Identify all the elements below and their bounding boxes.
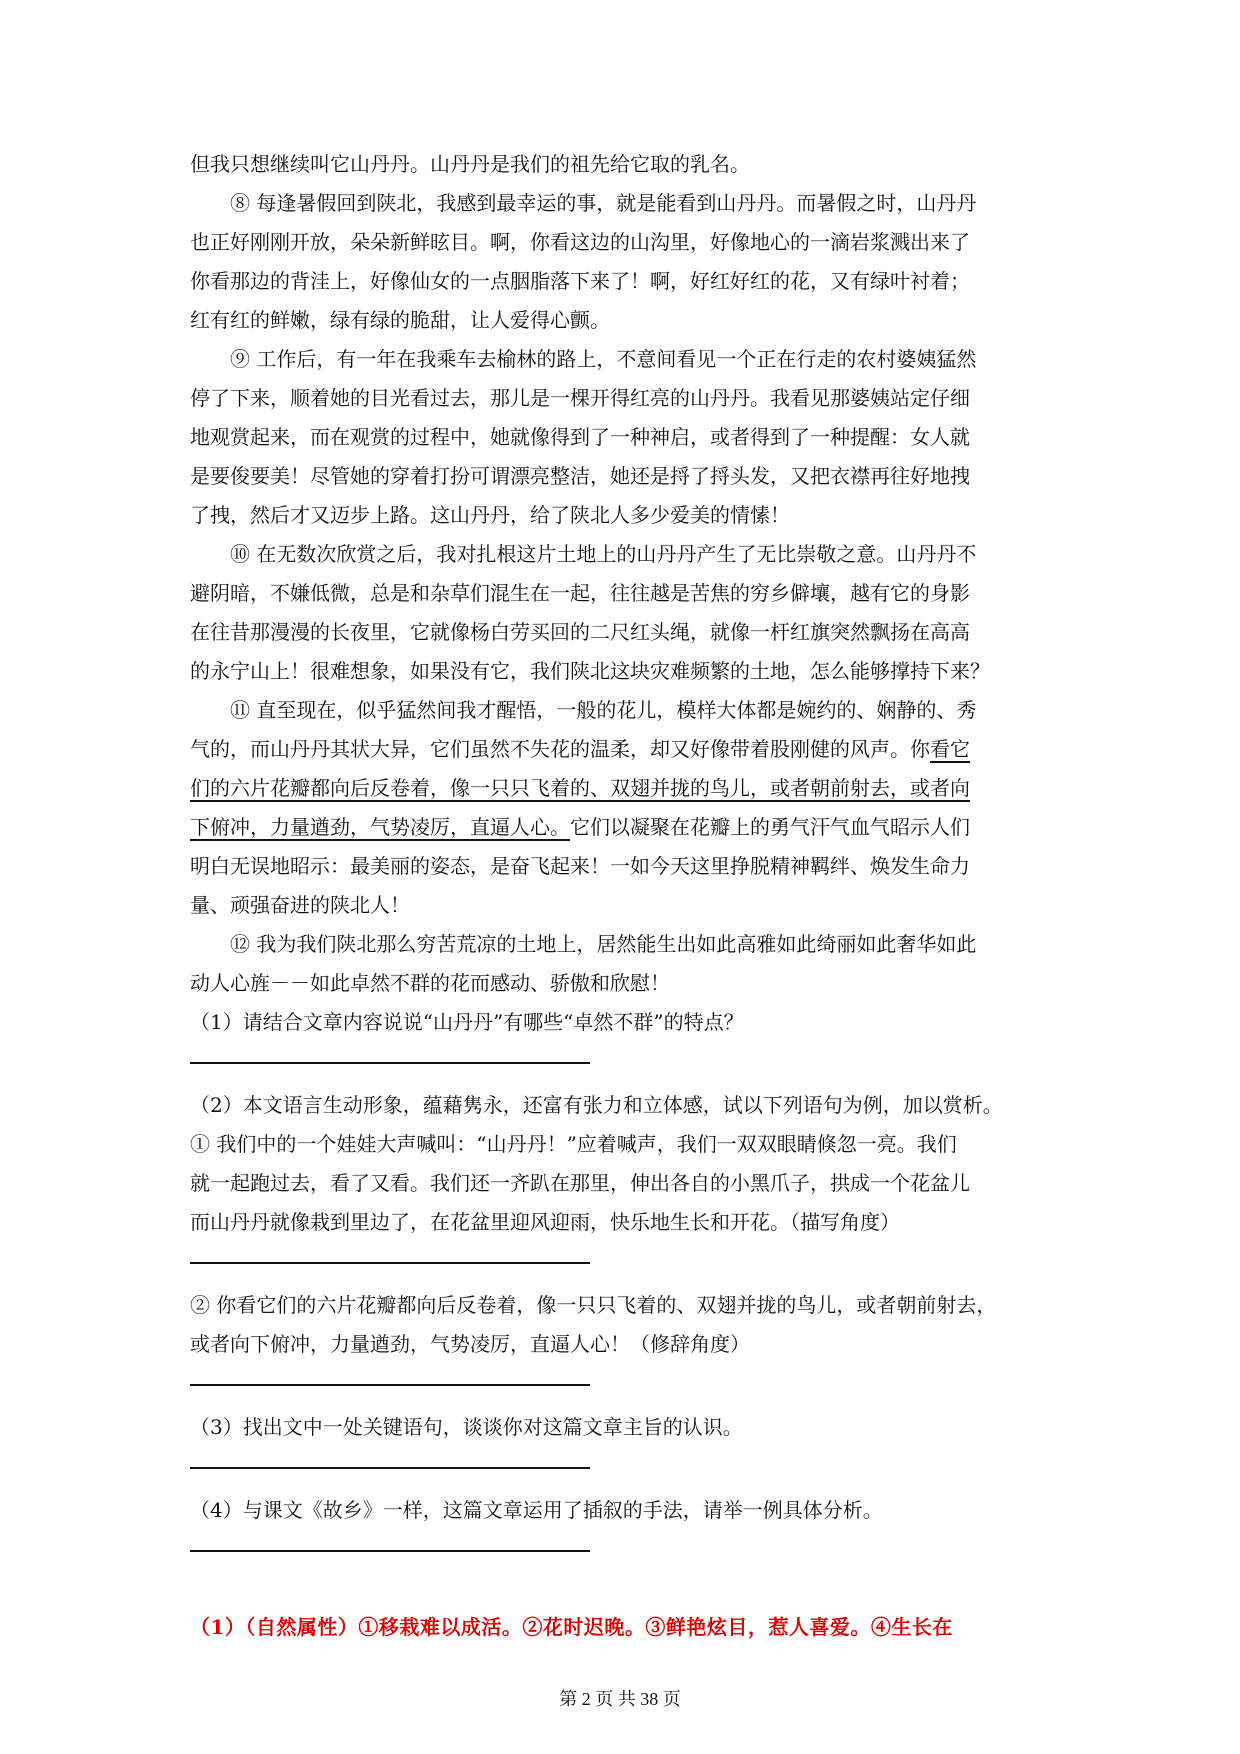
answer-line [190, 1262, 590, 1264]
paragraph-11-line: ⑪ 直至现在，似乎猛然间我才醒悟，一般的花儿，模样大体都是婉约的、娴静的、秀 [230, 698, 977, 722]
document-body [190, 145, 1060, 1647]
underlined-sentence: 们的六片花瓣都向后反卷着，像一只只飞着的、双翅并拢的鸟儿，或者朝前射去，或者向 [190, 776, 970, 800]
paragraph-11-line: 明白无误地昭示：最美丽的姿态，是奋飞起来！一如今天这里挣脱精神羁绊、焕发生命力 [190, 854, 970, 878]
page-footer: 第 2 页 共 38 页 [559, 1689, 681, 1709]
paragraph-line: 但我只想继续叫它山丹丹。山丹丹是我们的祖先给它取的乳名。 [190, 152, 750, 176]
paragraph-8-line: ⑧ 每逢暑假回到陕北，我感到最幸运的事，就是能看到山丹丹。而暑假之时，山丹丹 [230, 191, 977, 215]
underlined-sentence: 下俯冲，力量遒劲，气势凌厉，直逼人心。 [190, 815, 570, 839]
question-2-item-1: 就一起跑过去，看了又看。我们还一齐趴在那里，伸出各自的小黑爪子，拱成一个花盆儿 [190, 1171, 970, 1195]
question-2-item-1: ① 我们中的一个娃娃大声喊叫：“山丹丹！”应着喊声，我们一双双眼睛倏忽一亮。我们 [190, 1132, 957, 1156]
paragraph-9-line: 停了下来，顺着她的目光看过去，那儿是一棵开得红亮的山丹丹。我看见那婆姨站定仔细 [190, 386, 970, 410]
paragraph-11-line [190, 808, 1060, 847]
paragraph-9-line: 了拽，然后才又迈步上路。这山丹丹，给了陕北人多少爱美的情愫！ [190, 503, 790, 527]
paragraph-12-line: 动人心旌－－如此卓然不群的花而感动、骄傲和欣慰！ [190, 971, 670, 995]
question-2-item-1: 而山丹丹就像栽到里边了，在花盆里迎风迎雨，快乐地生长和开花。（描写角度） [190, 1210, 900, 1234]
paragraph-8-line: 红有红的鲜嫩，绿有绿的脆甜，让人爱得心颤。 [190, 308, 610, 332]
paragraph-10-line: 的永宁山上！很难想象，如果没有它，我们陕北这块灾难频繁的土地，怎么能够撑持下来？ [190, 659, 990, 683]
question-3: （3）找出文中一处关键语句，谈谈你对这篇文章主旨的认识。 [190, 1415, 743, 1439]
paragraph-11-line [190, 730, 1060, 769]
question-2-item-2: ② 你看它们的六片花瓣都向后反卷着，像一只只飞着的、双翅并拢的鸟儿，或者朝前射去， [190, 1293, 997, 1317]
paragraph-12-line: ⑫ 我为我们陕北那么穷苦荒凉的土地上，居然能生出如此高雅如此绮丽如此奢华如此 [230, 932, 977, 956]
question-2: （2）本文语言生动形象，蕴藉隽永，还富有张力和立体感，试以下列语句为例，加以赏析。 [190, 1093, 1003, 1117]
paragraph-9-line: ⑨ 工作后，有一年在我乘车去榆林的路上，不意间看见一个正在行走的农村婆姨猛然 [230, 347, 977, 371]
paragraph-text: 气的，而山丹丹其状大异，它们虽然不失花的温柔，却又好像带着股刚健的风声。你 [190, 737, 930, 761]
answer-line [190, 1384, 590, 1386]
question-1: （1）请结合文章内容说说“山丹丹”有哪些“卓然不群”的特点？ [190, 1010, 744, 1034]
paragraph-11-line [190, 769, 1060, 808]
question-4: （4）与课文《故乡》一样，这篇文章运用了插叙的手法，请举一例具体分析。 [190, 1498, 883, 1522]
question-2-item-2: 或者向下俯冲，力量遒劲，气势凌厉，直逼人心！（修辞角度） [190, 1332, 750, 1356]
answer-line [190, 1062, 590, 1064]
paragraph-8-line: 也正好刚刚开放，朵朵新鲜昡目。啊，你看这边的山沟里，好像地心的一滴岩浆溅出来了 [190, 230, 970, 254]
paragraph-text: 它们以凝聚在花瓣上的勇气汗气血气昭示人们 [570, 815, 970, 839]
answer-key: （1）（自然属性）①移栽难以成活。②花时迟晚。③鲜艳炫目，惹人喜爱。④生长在 [190, 1615, 953, 1639]
underlined-sentence: 看它 [930, 737, 970, 761]
paragraph-9-line: 是要俊要美！尽管她的穿着打扮可谓漂亮整洁，她还是捋了捋头发，又把衣襟再往好地拽 [190, 464, 970, 488]
paragraph-8-line: 你看那边的背洼上，好像仙女的一点胭脂落下来了！啊，好红好红的花，又有绿叶衬着； [190, 269, 970, 293]
paragraph-11-line: 量、顽强奋进的陕北人！ [190, 893, 410, 917]
paragraph-10-line: 在往昔那漫漫的长夜里，它就像杨白劳买回的二尺红头绳，就像一杆红旗突然飘扬在高高 [190, 620, 970, 644]
answer-line [190, 1467, 590, 1469]
paragraph-9-line: 地观赏起来，而在观赏的过程中，她就像得到了一种神启，或者得到了一种提醒：女人就 [190, 425, 970, 449]
paragraph-10-line: 避阴暗，不嫌低微，总是和杂草们混生在一起，往往越是苦焦的穷乡僻壤，越有它的身影 [190, 581, 970, 605]
paragraph-10-line: ⑩ 在无数次欣赏之后，我对扎根这片土地上的山丹丹产生了无比崇敬之意。山丹丹不 [230, 542, 977, 566]
answer-line [190, 1550, 590, 1552]
